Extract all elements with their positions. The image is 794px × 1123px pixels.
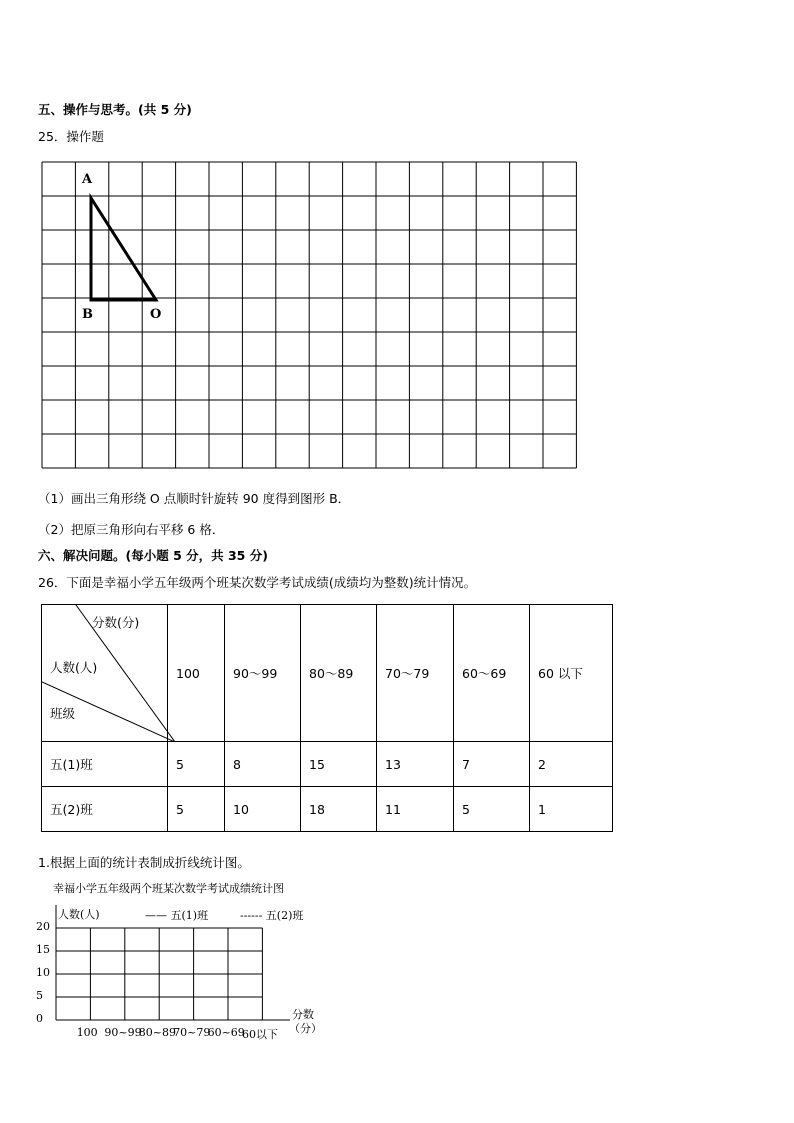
column-header: 100 [168,605,225,742]
table-cell: 11 [377,787,454,832]
table-cell: 1 [530,787,613,832]
row-label: 五(1)班 [42,742,168,787]
section-6-heading: 六、解决问题。(每小题 5 分，共 35 分) [38,548,268,563]
x-tick-label: 70~79 [173,1026,211,1039]
table-cell: 5 [168,742,225,787]
table-cell: 13 [377,742,454,787]
x-tick-label: 60~69 [207,1026,245,1039]
instruction-2: （2）把原三角形向右平移 6 格． [38,522,225,537]
header-people-label: 人数(人) [50,660,98,675]
chart-x-unit: （分） [289,1022,322,1035]
instruction-1: （1）画出三角形绕 O 点顺时针旋转 90 度得到图形 B． [38,491,351,506]
table-cell: 5 [454,787,530,832]
table-cell: 2 [530,742,613,787]
table-cell: 8 [225,742,301,787]
column-header: 60 以下 [530,605,613,742]
y-tick-label: 20 [36,920,50,933]
legend-class-1: —— 五(1)班 [145,909,209,922]
header-class-label: 班级 [50,706,76,721]
x-tick-label: 60以下 [242,1028,278,1041]
question-25-title: 25．操作题 [38,129,104,144]
table-cell: 5 [168,787,225,832]
legend-class-2: ------ 五(2)班 [240,909,304,922]
vertex-label-o: O [150,307,162,322]
column-header: 70～79 [377,605,454,742]
header-score-label: 分数(分) [92,615,140,630]
table-cell: 18 [301,787,377,832]
y-tick-label: 0 [36,1012,43,1025]
question-26-title: 26．下面是幸福小学五年级两个班某次数学考试成绩(成绩均为整数)统计情况。 [38,575,477,590]
table-cell: 10 [225,787,301,832]
section-5-heading: 五、操作与思考。(共 5 分) [38,102,192,117]
chart-y-label: 人数(人) [58,908,100,921]
vertex-label-b: B [82,307,93,322]
column-header: 80～89 [301,605,377,742]
column-header: 90～99 [225,605,301,742]
chart-title: 幸福小学五年级两个班某次数学考试成绩统计图 [53,882,284,895]
y-tick-label: 10 [36,966,50,979]
row-label: 五(2)班 [42,787,168,832]
x-tick-label: 90~99 [104,1026,142,1039]
x-tick-label: 100 [76,1026,98,1039]
column-header: 60～69 [454,605,530,742]
sub-question-1: 1.根据上面的统计表制成折线统计图。 [38,855,250,870]
y-tick-label: 15 [36,943,50,956]
table-cell: 15 [301,742,377,787]
table-cell: 7 [454,742,530,787]
x-tick-label: 80~89 [138,1026,177,1039]
chart-x-label: 分数 [292,1008,314,1021]
y-tick-label: 5 [36,989,43,1002]
vertex-label-a: A [82,172,93,187]
